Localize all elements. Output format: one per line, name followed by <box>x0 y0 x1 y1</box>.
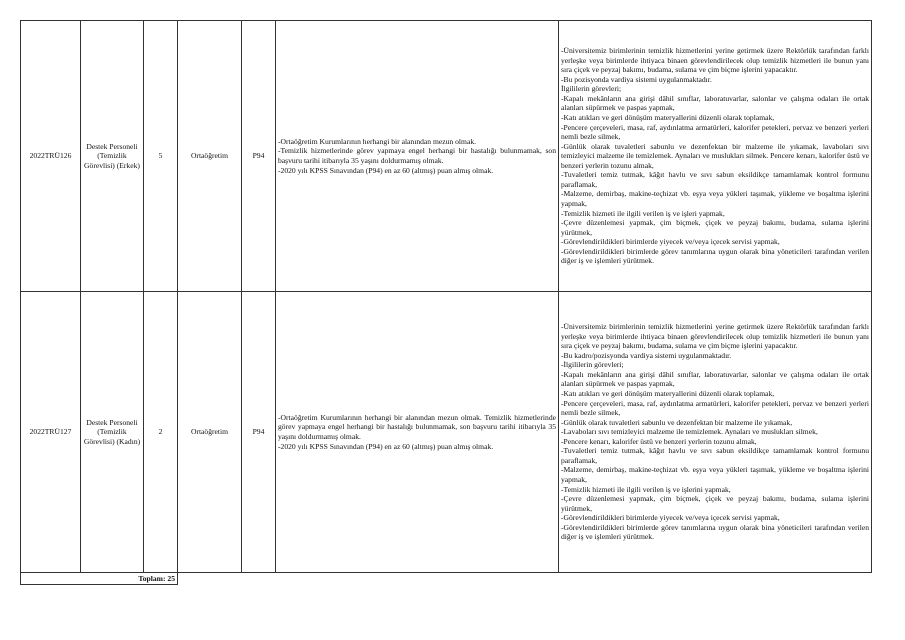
duty-line: -Günlük olarak tuvaletleri sabunlu ve dezenfektan bir malzeme ile yıkamak, <box>561 417 793 427</box>
position-count: 2 <box>144 292 178 573</box>
kpss-score-type: P94 <box>242 21 276 292</box>
duty-line: -Çevre düzenlemesi yapmak, çim biçmek, çiçek ve peyzaj bakımı, budama, sulama işlerini yürütmek, <box>561 494 869 513</box>
duty-line: -Görevlendirildikleri birimlerde yiyecek ve/veya içecek servisi yapmak, <box>561 237 780 247</box>
position-count: 5 <box>144 21 178 292</box>
duty-line: -Lavaboları sıvı temizleyici malzeme ile temizlemek. Aynaları ve muslukları silmek, <box>561 427 818 437</box>
duty-line: -Günlük olarak tuvaletleri sabunlu ve dezenfektan bir malzeme ile yıkamak, lavaboları sıvı temizleyici malzeme ile temizlemek. Aynaları ve muslukları silmek. Pencere kenarı, kalorifer üstü ve benzeri yerlerin tozunu almak, <box>561 141 869 170</box>
duty-line: -Görevlendirildikleri birimlerde görev tanımlarına uygun olarak bina yöneticileri tarafından verilen diğer iş ve işlemleri yürütmek. <box>561 246 869 266</box>
requirements-cell <box>276 21 559 292</box>
position-code: 2022TRÜ126 <box>21 21 81 292</box>
total-row <box>21 573 872 585</box>
job-description-cell <box>559 292 872 573</box>
education-level: Ortaöğretim <box>178 21 242 292</box>
positions-table <box>20 20 872 585</box>
position-title: Destek Personeli (Temizlik Görevlisi) (Kadın) <box>81 292 144 573</box>
requirement-line: -Temizlik hizmetlerinde görev yapmaya engel herhangi bir hastalığı bulunmamak, son başvuru tarihi itibarıyla 35 yaşını doldurmamış olmak. <box>278 146 556 165</box>
duty-line: -Görevlendirildikleri birimlerde yiyecek ve/veya içecek servisi yapmak, <box>561 513 780 523</box>
duty-line: -Bu kadro/pozisyonda vardiya sistemi uygulanmaktadır. <box>561 350 732 360</box>
duty-line: -Temizlik hizmeti ile ilgili verilen iş ve işlerini yapmak, <box>561 484 731 494</box>
duty-line: -Pencere çerçeveleri, masa, raf, aydınlatma armatürleri, kalorifer petekleri, pervaz ve benzeri yerleri nemli bezle silmek, <box>561 398 869 418</box>
duty-line: -Tuvaletleri temiz tutmak, kâğıt havlu ve sıvı sabun eksildikçe tamamlamak kontrol formunu paraflamak, <box>561 170 869 189</box>
table-row <box>21 21 872 292</box>
requirement-line: -Ortaöğretim Kurumlarının herhangi bir alanından mezun olmak. <box>278 136 477 146</box>
duty-line: -Katı atıkları ve geri dönüşüm materyallerini düzenli olarak toplamak, <box>561 389 775 399</box>
table-row <box>21 292 872 573</box>
duty-line: -İlgililerin görevleri; <box>561 360 624 370</box>
duty-line: İlgililerin görevleri; <box>561 84 622 94</box>
position-code: 2022TRÜ127 <box>21 292 81 573</box>
requirement-line: -2020 yılı KPSS Sınavından (P94) en az 60 (altmış) puan almış olmak. <box>278 441 494 451</box>
duty-line: -Üniversitemiz birimlerinin temizlik hizmetlerini yerine getirmek üzere Rektörlük tarafından farklı yerleşke veya birimlerde ihtiyaca binaen görevlendirilecek olup temizlik hizmetleri ile bunun yanı sıra çiçek ve peyzaj bakımı, budama, sulama ve çim biçme işlerini yapacaktır. <box>561 322 869 351</box>
duty-line: -Üniversitemiz birimlerinin temizlik hizmetlerini yerine getirmek üzere Rektörlük tarafından farklı yerleşke veya birimlerde ihtiyaca binaen görevlendirilecek olup temizlik hizmetleri ile bunun yanı sıra çiçek ve peyzaj bakımı, budama, sulama ve çim biçme işlerini yapacaktır. <box>561 46 869 75</box>
duty-line: -Pencere çerçeveleri, masa, raf, aydınlatma armatürleri, kalorifer petekleri, pervaz ve benzeri yerleri nemli bezle silmek, <box>561 122 869 142</box>
duty-line: -Görevlendirildikleri birimlerde görev tanımlarına uygun olarak bina yöneticileri tarafından verilen diğer iş ve işlemleri yürütmek. <box>561 522 869 542</box>
duty-line: -Katı atıkları ve geri dönüşüm materyallerini düzenli olarak toplamak, <box>561 113 775 123</box>
job-description-cell <box>559 21 872 292</box>
duty-line: -Pencere kenarı, kalorifer üstü ve benzeri yerlerin tozunu almak, <box>561 436 757 446</box>
duty-line: -Bu pozisyonda vardiya sistemi uygulanmaktadır. <box>561 74 712 84</box>
position-title: Destek Personeli (Temizlik Görevlisi) (Erkek) <box>81 21 144 292</box>
duty-line: -Kapalı mekânların ana girişi dâhil sınıflar, laboratuvarlar, salonlar ve çalışma odaları ile ortak alanları süpürmek ve paspas yapmak, <box>561 369 869 389</box>
duty-line: -Malzeme, demirbaş, makine-teçhizat vb. eşya veya yükleri taşımak, yükleme ve boşaltma işlerini yapmak, <box>561 465 869 484</box>
requirements-cell <box>276 292 559 573</box>
education-level: Ortaöğretim <box>178 292 242 573</box>
kpss-score-type: P94 <box>242 292 276 573</box>
requirement-line: -2020 yılı KPSS Sınavından (P94) en az 60 (altmış) puan almış olmak. <box>278 165 494 175</box>
requirement-line: -Ortaöğretim Kurumlarının herhangi bir alanından mezun olmak. Temizlik hizmetlerinde görev yapmaya engel herhangi bir hastalığı bulunmamak, son başvuru tarihi itibarıyla 35 yaşını doldurmamış olmak. <box>278 412 556 441</box>
duty-line: -Tuvaletleri temiz tutmak, kâğıt havlu ve sıvı sabun eksildikçe tamamlamak kontrol formunu paraflamak, <box>561 446 869 465</box>
duty-line: -Malzeme, demirbaş, makine-teçhizat vb. eşya veya yükleri taşımak, yükleme ve boşaltma işlerini yapmak, <box>561 189 869 208</box>
total-count: Toplam: 25 <box>21 573 178 585</box>
duty-line: -Kapalı mekânların ana girişi dâhil sınıflar, laboratuvarlar, salonlar ve çalışma odaları ile ortak alanları süpürmek ve paspas yapmak, <box>561 93 869 113</box>
duty-line: -Çevre düzenlemesi yapmak, çim biçmek, çiçek ve peyzaj bakımı, budama, sulama işlerini yürütmek, <box>561 218 869 237</box>
duty-line: -Temizlik hizmeti ile ilgili verilen iş ve işleri yapmak, <box>561 208 725 218</box>
empty-cell <box>178 573 872 585</box>
